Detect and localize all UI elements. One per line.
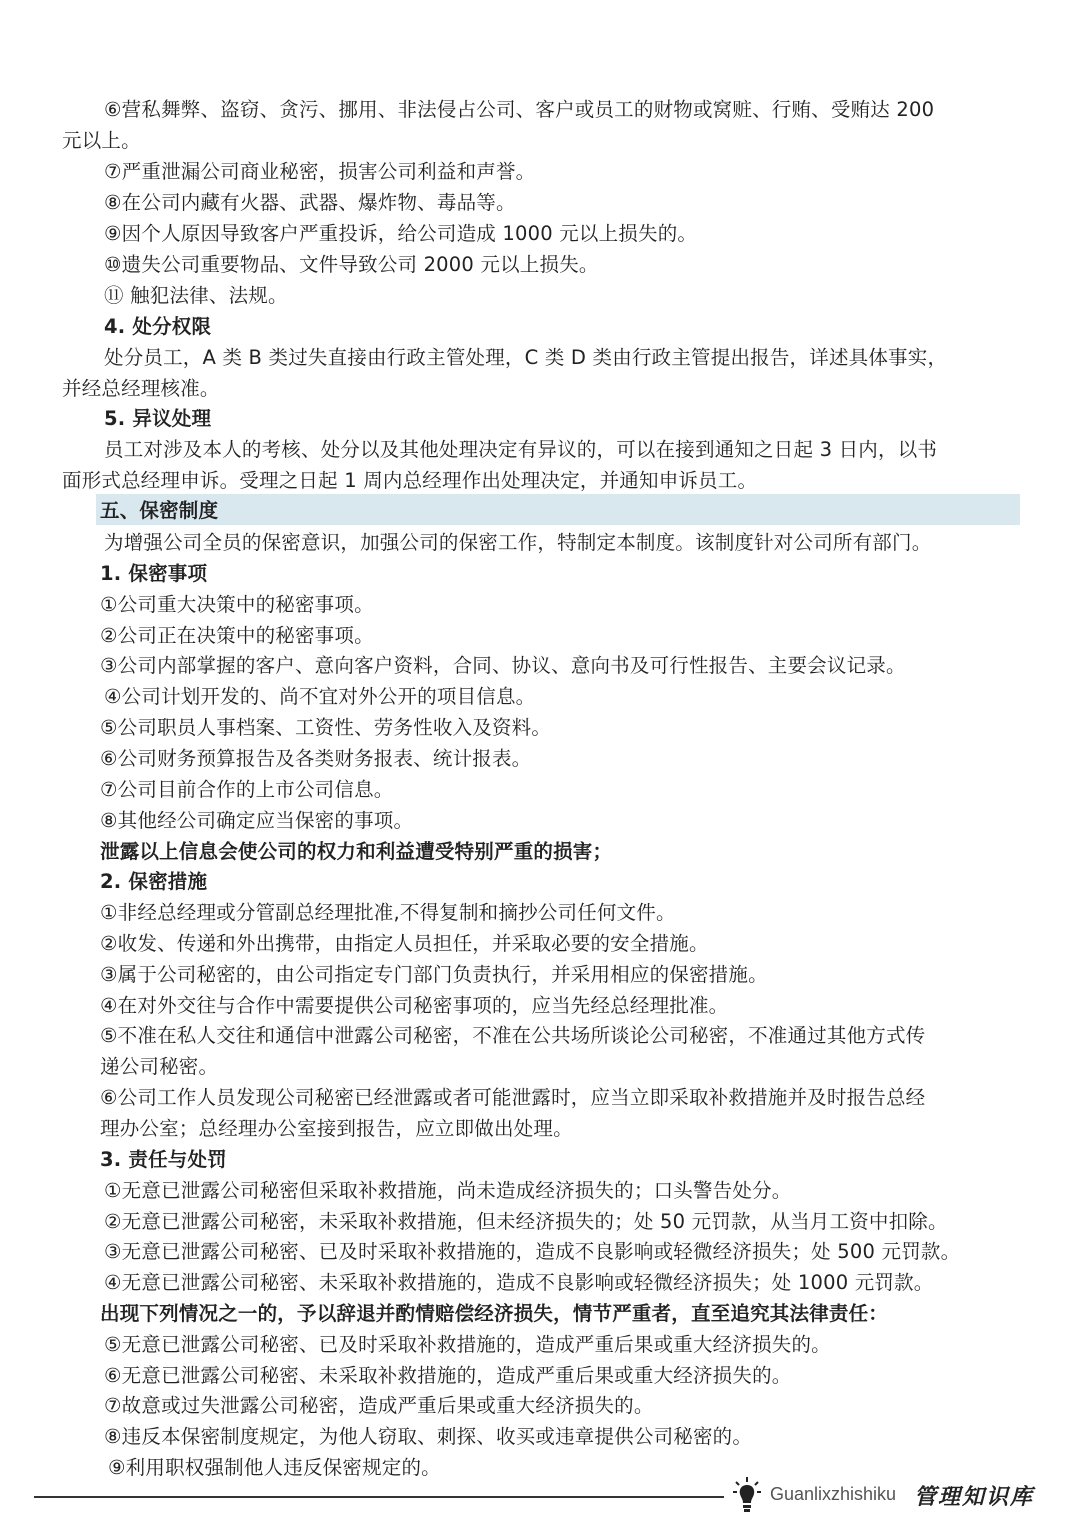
list-item: ⑥公司财务预算报告及各类财务报表、统计报表。	[100, 747, 532, 770]
list-item: ①无意已泄露公司秘密但采取补救措施，尚未造成经济损失的；口头警告处分。	[104, 1179, 792, 1202]
list-item: ③无意已泄露公司秘密、已及时采取补救措施的，造成不良影响或轻微经济损失；处 500 元罚款。	[104, 1240, 961, 1263]
subsection-heading: 1. 保密事项	[100, 562, 208, 585]
list-item: ①非经总经理或分管副总经理批准,不得复制和摘抄公司任何文件。	[100, 901, 676, 924]
lightbulb-icon	[732, 1476, 762, 1514]
list-item: 理办公室；总经理办公室接到报告，应立即做出处理。	[100, 1117, 573, 1140]
list-item: ③公司内部掌握的客户、意向客户资料，合同、协议、意向书及可行性报告、主要会议记录。	[100, 654, 906, 677]
emphasis-line: 出现下列情况之一的，予以辞退并酌情赔偿经济损失，情节严重者，直至追究其法律责任：	[100, 1302, 889, 1325]
list-item: 递公司秘密。	[100, 1055, 219, 1078]
text-line: 元以上。	[62, 129, 141, 152]
text-line: 面形式总经理申诉。受理之日起 1 周内总经理作出处理决定，并通知申诉员工。	[62, 469, 758, 492]
text-line: 并经总经理核准。	[62, 377, 220, 400]
list-item: ④无意已泄露公司秘密、未采取补救措施的，造成不良影响或轻微经济损失；处 1000 元罚款。	[104, 1271, 934, 1294]
list-item: ③属于公司秘密的，由公司指定专门部门负责执行，并采用相应的保密措施。	[100, 963, 768, 986]
text-line: ⑧在公司内藏有火器、武器、爆炸物、毒品等。	[104, 191, 516, 214]
footer-brand: Guanlixzhishiku	[770, 1484, 897, 1504]
text-line: ⑪ 触犯法律、法规。	[104, 284, 288, 307]
list-item: ⑧其他经公司确定应当保密的事项。	[100, 809, 414, 832]
footer-brand-cn: 管理知识库	[914, 1484, 1035, 1510]
list-item: ⑤公司职员人事档案、工资性、劳务性收入及资料。	[100, 716, 552, 739]
list-item: ②公司正在决策中的秘密事项。	[100, 624, 374, 647]
text-line: 处分员工，A 类 B 类过失直接由行政主管处理，C 类 D 类由行政主管提出报告，详述具体事实，	[104, 346, 948, 369]
subsection-heading: 4. 处分权限	[104, 315, 212, 338]
list-item: ④在对外交往与合作中需要提供公司秘密事项的，应当先经总经理批准。	[100, 994, 729, 1017]
section-title: 五、保密制度	[100, 499, 219, 522]
list-item: ④公司计划开发的、尚不宜对外公开的项目信息。	[104, 685, 536, 708]
text-line: ⑥营私舞弊、盗窃、贪污、挪用、非法侵占公司、客户或员工的财物或窝赃、行贿、受贿达 200	[104, 98, 935, 121]
subsection-heading: 5. 异议处理	[104, 407, 212, 430]
text-line: 员工对涉及本人的考核、处分以及其他处理决定有异议的，可以在接到通知之日起 3 日内，以书	[104, 438, 938, 461]
list-item: ⑥无意已泄露公司秘密、未采取补救措施的，造成严重后果或重大经济损失的。	[104, 1364, 792, 1387]
subsection-heading: 2. 保密措施	[100, 870, 208, 893]
list-item: ⑨利用职权强制他人违反保密规定的。	[108, 1456, 441, 1479]
text-line: ⑦严重泄漏公司商业秘密，损害公司利益和声誉。	[104, 160, 536, 183]
list-item: ⑦公司目前合作的上市公司信息。	[100, 778, 394, 801]
list-item: ②收发、传递和外出携带，由指定人员担任，并采取必要的安全措施。	[100, 932, 709, 955]
text-line: ⑩遗失公司重要物品、文件导致公司 2000 元以上损失。	[104, 253, 599, 276]
list-item: ⑤不准在私人交往和通信中泄露公司秘密，不准在公共场所谈论公司秘密，不准通过其他方式传	[100, 1024, 926, 1047]
list-item: ⑦故意或过失泄露公司秘密，造成严重后果或重大经济损失的。	[104, 1394, 654, 1417]
subsection-heading: 3. 责任与处罚	[100, 1148, 227, 1171]
footer-divider	[34, 1496, 724, 1498]
list-item: ⑧违反本保密制度规定，为他人窃取、刺探、收买或违章提供公司秘密的。	[104, 1425, 753, 1448]
list-item: ⑥公司工作人员发现公司秘密已经泄露或者可能泄露时，应当立即采取补救措施并及时报告总经	[100, 1086, 926, 1109]
list-item: ⑤无意已泄露公司秘密、已及时采取补救措施的，造成严重后果或重大经济损失的。	[104, 1333, 831, 1356]
list-item: ②无意已泄露公司秘密，未采取补救措施，但未经济损失的；处 50 元罚款，从当月工资中扣除。	[104, 1210, 948, 1233]
section-highlight-band	[96, 494, 1020, 525]
text-line: 为增强公司全员的保密意识，加强公司的保密工作，特制定本制度。该制度针对公司所有部门。	[104, 531, 932, 554]
emphasis-line: 泄露以上信息会使公司的权力和利益遭受特别严重的损害；	[100, 840, 613, 863]
text-line: ⑨因个人原因导致客户严重投诉，给公司造成 1000 元以上损失的。	[104, 222, 698, 245]
list-item: ①公司重大决策中的秘密事项。	[100, 593, 374, 616]
